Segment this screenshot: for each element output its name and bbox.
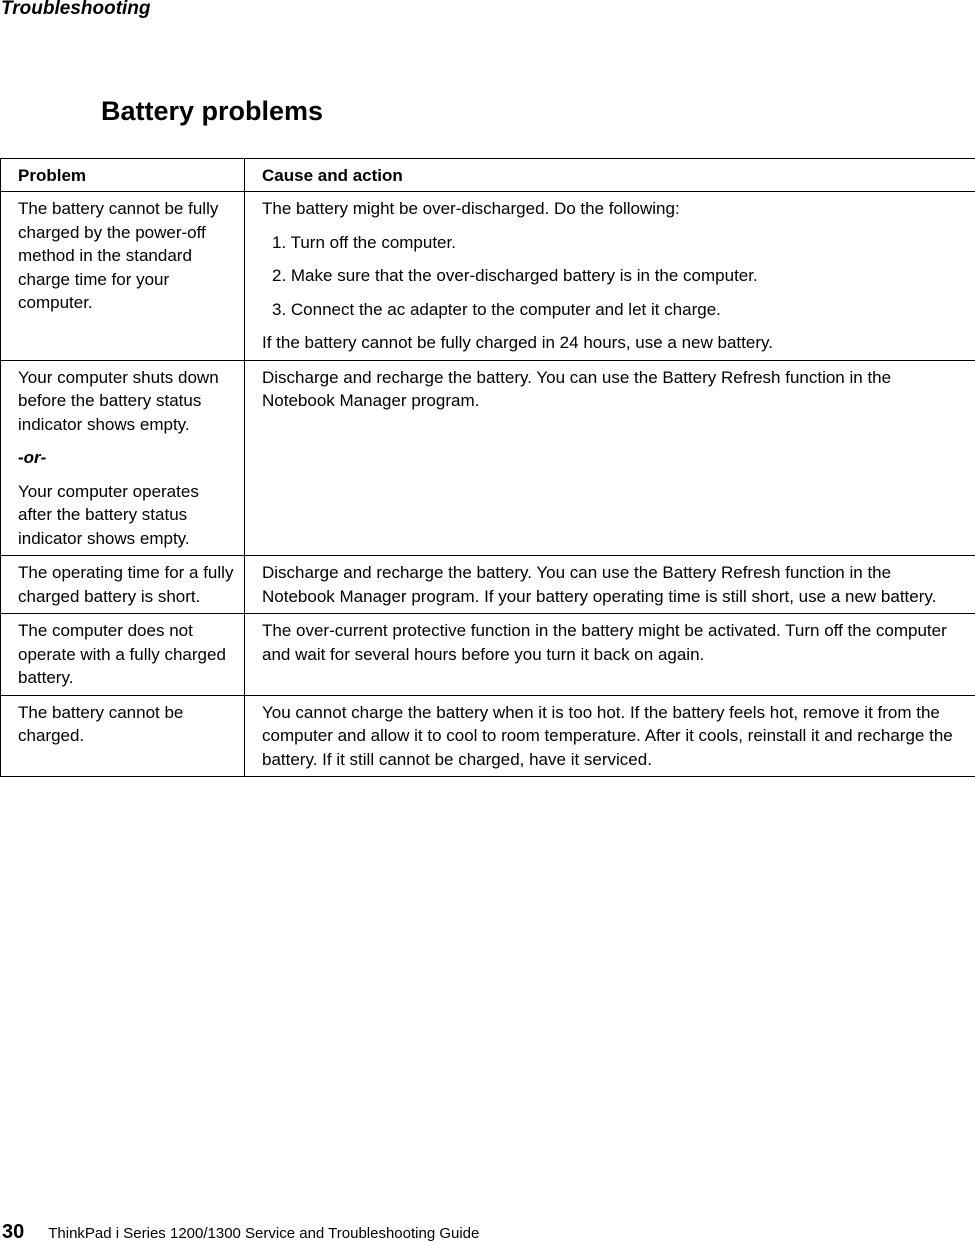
step-item: 3. Connect the ac adapter to the computer and let it charge.: [272, 299, 721, 319]
table-header-row: [1, 159, 975, 192]
header-problem: Problem: [1, 159, 245, 192]
cause-cell: [245, 695, 975, 777]
header-cause-and-action: Cause and action: [245, 159, 975, 192]
table-row: [1, 556, 975, 614]
problem-text: The operating time for a fully charged battery is short.: [18, 563, 234, 606]
or-separator: -or-: [18, 448, 47, 467]
cause-text: Discharge and recharge the battery. You can use the Battery Refresh function in the Notebook Manager program. If your battery operating time is still short, use a new battery.: [262, 563, 937, 606]
table-row: [1, 695, 975, 777]
problem-cell: [1, 360, 245, 556]
problem-text: The computer does not operate with a fully charged battery.: [18, 621, 226, 687]
page-number: 30: [2, 1221, 25, 1243]
cause-intro: The battery might be over-discharged. Do the following:: [262, 199, 680, 218]
problem-text: The battery cannot be fully charged by the power-off method in the standard charge time for your computer.: [18, 199, 219, 312]
battery-problems-table: [0, 158, 975, 777]
step-item: 2. Make sure that the over-discharged battery is in the computer.: [272, 266, 758, 285]
book-title: ThinkPad i Series 1200/1300 Service and Troubleshooting Guide: [48, 1225, 480, 1242]
cause-cell: [245, 556, 975, 614]
cause-text: Discharge and recharge the battery. You can use the Battery Refresh function in the Notebook Manager program.: [262, 367, 892, 410]
cause-followup: If the battery cannot be fully charged in 24 hours, use a new battery.: [262, 333, 773, 352]
problem-text: Your computer shuts down before the battery status indicator shows empty.: [18, 367, 219, 434]
table-row: [1, 192, 975, 361]
cause-cell: [245, 192, 975, 361]
step-item: 1. Turn off the computer.: [272, 232, 456, 252]
table-row: [1, 614, 975, 696]
running-head: Troubleshooting: [1, 0, 151, 19]
cause-cell: [245, 360, 975, 556]
steps-list: [262, 231, 961, 322]
cause-cell: [245, 614, 975, 696]
problem-cell: [1, 614, 245, 696]
problem-text: The battery cannot be charged.: [18, 702, 184, 745]
cause-text: You cannot charge the battery when it is too hot. If the battery feels hot, remove it from the computer and allow it to cool to room temperature. After it cools, reinstall it and recharge the battery. If it still cannot be charged, have it serviced.: [262, 702, 953, 769]
problem-cell: [1, 556, 245, 614]
problem-cell: [1, 192, 245, 361]
table-row: [1, 360, 975, 556]
section-title: Battery problems: [101, 96, 324, 126]
problem-text-alt: Your computer operates after the battery status indicator shows empty.: [18, 481, 199, 548]
problem-cell: [1, 695, 245, 777]
page-footer: [2, 1221, 479, 1244]
cause-text: The over-current protective function in the battery might be activated. Turn off the computer and wait for several hours before you turn it back on again.: [262, 621, 947, 664]
